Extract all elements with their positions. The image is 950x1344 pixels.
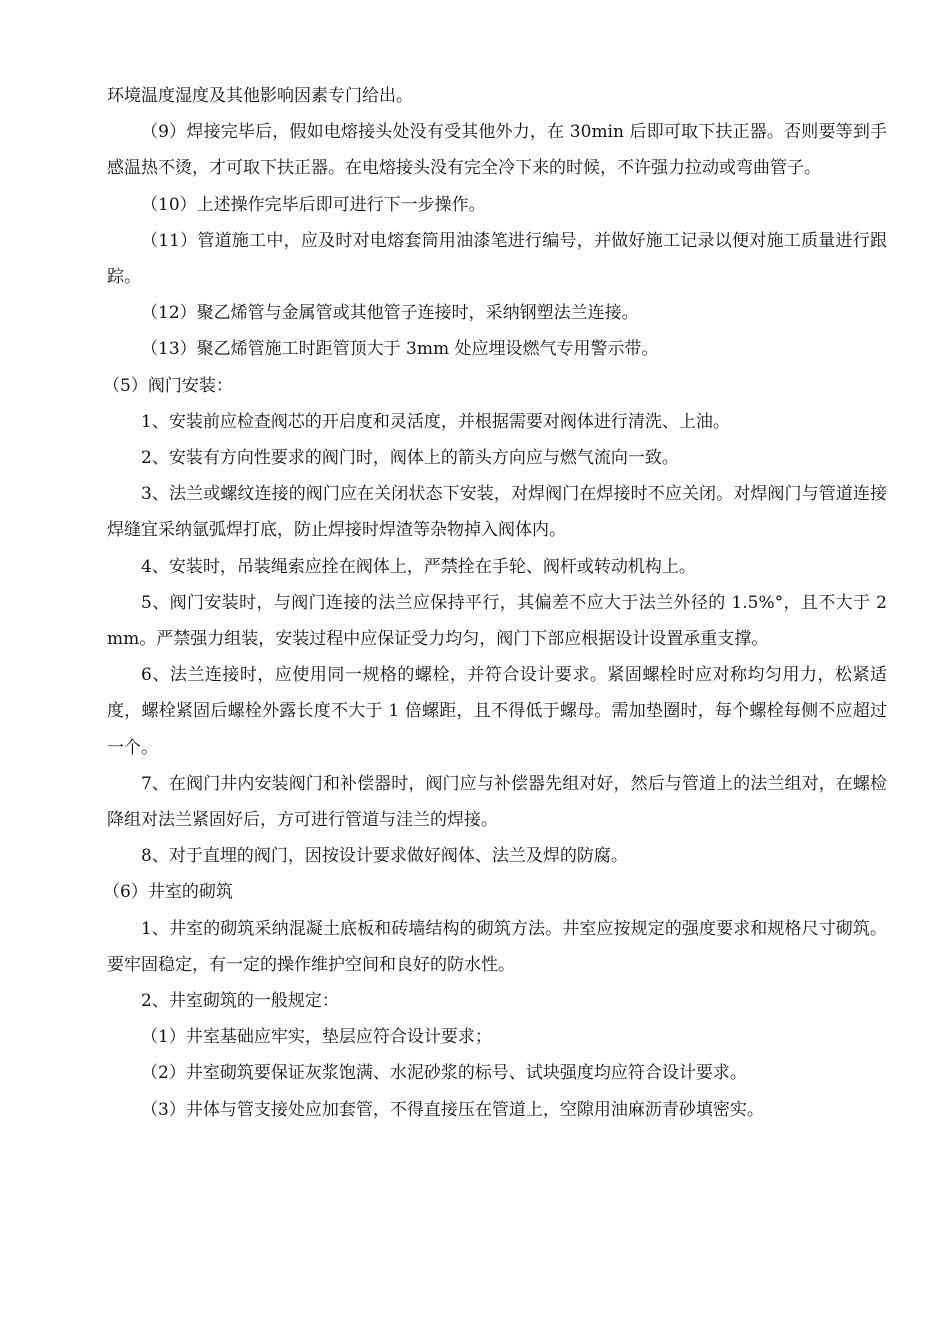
section-heading-valve-installation: （5）阀门安装：	[103, 375, 233, 396]
paragraph-valve-1: 1、安装前应检查阀芯的开启度和灵活度，并根据需要对阀体进行清洗、上油。	[141, 411, 730, 432]
paragraph-well-2: 2、井室砌筑的一般规定：	[141, 991, 339, 1012]
paragraph-env-factors: 环境温度湿度及其他影响因素专门给出。	[107, 86, 413, 106]
paragraph-valve-2: 2、安装有方向性要求的阀门时，阀体上的箭头方向应与燃气流向一致。	[141, 448, 679, 469]
paragraph-well-rule-1: （1）井室基础应牢实，垫层应符合设计要求；	[141, 1027, 492, 1048]
paragraph-well-rule-3: （3）井体与管支接处应加套管，不得直接压在管道上，空隙用油麻沥青砂填密实。	[141, 1099, 764, 1120]
paragraph-step-10: （10）上述操作完毕后即可进行下一步操作。	[141, 194, 486, 215]
paragraph-valve-8: 8、对于直埋的阀门，因按设计要求做好阀体、法兰及焊的防腐。	[141, 846, 628, 867]
paragraph-step-11: （11）管道施工中，应及时对电熔套筒用油漆笔进行编号，并做好施工记录以便对施工质量进行跟踪。	[107, 230, 887, 288]
section-heading-well-chamber: （6）井室的砌筑	[103, 882, 233, 903]
paragraph-well-1: 1、井室的砌筑采纳混凝土底板和砖墙结构的砌筑方法。井室应按规定的强度要求和规格尺寸砌筑。要牢固稳定，有一定的操作维护空间和良好的防水性。	[107, 918, 887, 975]
paragraph-valve-7: 7、在阀门井内安装阀门和补偿器时，阀门应与补偿器先组对好，然后与管道上的法兰组对，在螺检降组对法兰紧固好后，方可进行管道与洼兰的焊接。	[107, 773, 887, 831]
document-body	[103, 78, 887, 1128]
paragraph-step-12: （12）聚乙烯管与金属管或其他管子连接时，采纳钢塑法兰连接。	[141, 303, 639, 324]
paragraph-valve-4: 4、安装时，吊装绳索应拴在阀体上，严禁拴在手轮、阀杆或转动机构上。	[141, 556, 696, 577]
paragraph-step-13: （13）聚乙烯管施工时距管顶大于 3mm 处应埋设燃气专用警示带。	[141, 339, 659, 360]
paragraph-well-rule-2: （2）井室砌筑要保证灰浆饱满、水泥砂浆的标号、试块强度均应符合设计要求。	[141, 1063, 747, 1084]
paragraph-valve-3: 3、法兰或螺纹连接的阀门应在关闭状态下安装，对焊阀门在焊接时不应关闭。对焊阀门与管道连接焊缝宜采纳氩弧焊打底，防止焊接时焊渣等杂物掉入阀体内。	[107, 484, 887, 541]
paragraph-step-9: （9）焊接完毕后，假如电熔接头处没有受其他外力，在 30min 后即可取下扶正器。否则要等到手感温热不烫，才可取下扶正器。在电熔接头没有完全冷下来的时候，不许强力拉动或弯曲管子。	[107, 122, 887, 179]
paragraph-valve-6: 6、法兰连接时，应使用同一规格的螺栓，并符合设计要求。紧固螺栓时应对称均匀用力，松紧适度，螺栓紧固后螺栓外露长度不大于 1 倍螺距，且不得低于螺母。需加垫圈时，每个螺栓每侧不应超过一个。	[107, 665, 887, 758]
paragraph-valve-5: 5、阀门安装时，与阀门连接的法兰应保持平行，其偏差不应大于法兰外径的 1.5%°，且不大于 2mm。严禁强力组装，安装过程中应保证受力均匀，阀门下部应根据设计设置承重支撑。	[107, 592, 887, 650]
